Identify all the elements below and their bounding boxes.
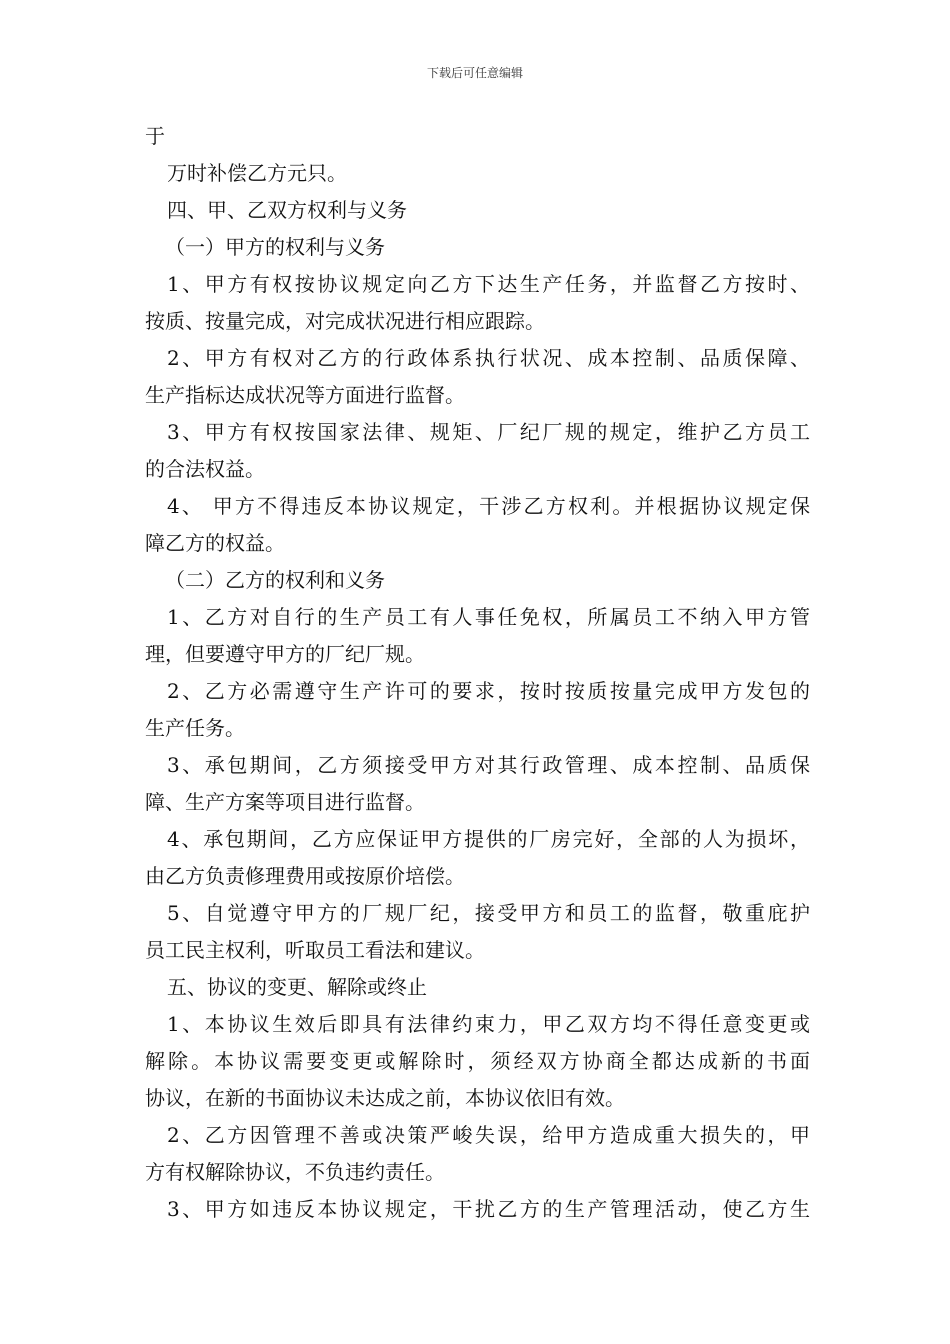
- text-line: [145, 858, 810, 895]
- text-line: [145, 488, 813, 525]
- text-line: [145, 599, 813, 636]
- line-text: 解除。本协议需要变更或解除时，须经双方协商全都达成新的书面: [145, 1049, 814, 1073]
- line-text: 五、协议的变更、解除或终止: [167, 975, 427, 999]
- text-line: [145, 784, 810, 821]
- section-heading: [145, 969, 810, 1006]
- section-heading: [145, 192, 810, 229]
- line-text: 4、承包期间，乙方应保证甲方提供的厂房完好，全部的人为损坏，: [167, 827, 812, 851]
- line-text: 5、自觉遵守甲方的厂规厂纪，接受甲方和员工的监督，敬重庇护: [167, 901, 813, 925]
- line-text: 理，但要遵守甲方的厂纪厂规。: [145, 642, 425, 666]
- text-line: [145, 1117, 813, 1154]
- line-text: 4、 甲方不得违反本协议规定，干涉乙方权利。并根据协议规定保: [167, 494, 813, 518]
- line-text: 障乙方的权益。: [145, 531, 285, 555]
- line-text: 3、甲方如违反本协议规定，干扰乙方的生产管理活动，使乙方生: [167, 1197, 813, 1221]
- document-body: [145, 118, 814, 1228]
- line-text: 2、甲方有权对乙方的行政体系执行状况、成本控制、品质保障、: [167, 346, 813, 370]
- text-line: [145, 303, 810, 340]
- line-text: （一）甲方的权利与义务: [165, 235, 385, 259]
- line-text: 四、甲、乙双方权利与义务: [167, 198, 407, 222]
- line-text: 按质、按量完成，对完成状况进行相应跟踪。: [145, 309, 545, 333]
- subsection-heading: [145, 562, 810, 599]
- text-line: [145, 525, 810, 562]
- line-text: 1、甲方有权按协议规定向乙方下达生产任务，并监督乙方按时、: [167, 272, 813, 296]
- text-line: [145, 673, 813, 710]
- text-line: [145, 1080, 810, 1117]
- text-line: [145, 1006, 813, 1043]
- line-text: 障、生产方案等项目进行监督。: [145, 790, 425, 814]
- line-text: 1、乙方对自行的生产员工有人事任免权，所属员工不纳入甲方管: [167, 605, 813, 629]
- line-text: 协议，在新的书面协议未达成之前，本协议依旧有效。: [145, 1086, 625, 1110]
- text-line: [145, 155, 810, 192]
- line-text: 于: [145, 124, 165, 148]
- line-text: 生产指标达成状况等方面进行监督。: [145, 383, 465, 407]
- line-text: 由乙方负责修理费用或按原价培偿。: [145, 864, 465, 888]
- line-text: 2、乙方因管理不善或决策严峻失误，给甲方造成重大损失的，甲: [167, 1123, 813, 1147]
- line-text: （二）乙方的权利和义务: [165, 568, 385, 592]
- text-line: [145, 710, 810, 747]
- line-text: 2、乙方必需遵守生产许可的要求，按时按质按量完成甲方发包的: [167, 679, 813, 703]
- text-line: [145, 118, 810, 155]
- line-text: 万时补偿乙方元只。: [167, 161, 347, 185]
- text-line: [145, 414, 813, 451]
- line-text: 员工民主权利，听取员工看法和建议。: [145, 938, 485, 962]
- text-line: [145, 895, 813, 932]
- text-line: [145, 1191, 813, 1228]
- text-line: [145, 932, 810, 969]
- text-line: [145, 377, 810, 414]
- line-text: 3、承包期间，乙方须接受甲方对其行政管理、成本控制、品质保: [167, 753, 813, 777]
- text-line: [145, 747, 813, 784]
- text-line: [145, 1043, 814, 1080]
- line-text: 3、甲方有权按国家法律、规矩、厂纪厂规的规定，维护乙方员工: [167, 420, 813, 444]
- text-line: [145, 821, 810, 858]
- line-text: 方有权解除协议，不负违约责任。: [145, 1160, 445, 1184]
- line-text: 生产任务。: [145, 716, 245, 740]
- line-text: 1、本协议生效后即具有法律约束力，甲乙双方均不得任意变更或: [167, 1012, 813, 1036]
- page-header: 下载后可任意编辑: [426, 66, 523, 80]
- text-line: [145, 636, 810, 673]
- text-line: [145, 266, 813, 303]
- subsection-heading: [145, 229, 810, 266]
- line-text: 的合法权益。: [145, 457, 265, 481]
- text-line: [145, 340, 813, 377]
- text-line: [145, 1154, 810, 1191]
- text-line: [145, 451, 810, 488]
